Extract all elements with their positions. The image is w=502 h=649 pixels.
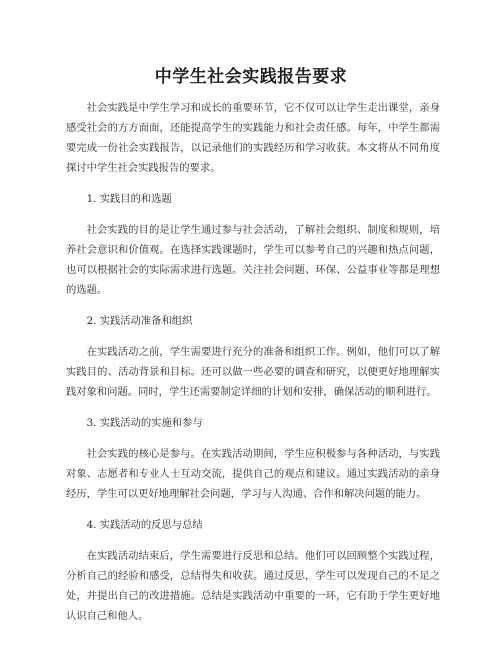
intro-paragraph: 社会实践是中学生学习和成长的重要环节，它不仅可以让学生走出课堂，亲身感受社会的方方面面，还能提高学生的实践能力和社会责任感。每年，中学生都需要完成一份社会实践报告，以记录他们的实践经历和学习收获。本文将从不同角度探讨中学生社会实践报告的要求。 bbox=[66, 102, 440, 174]
section-paragraph: 在实践活动结束后，学生需要进行反思和总结。他们可以回顾整个实践过程，分析自己的经验和感受，总结得失和收获。通过反思，学生可以发现自己的不足之处，并提出自己的改进措施。总结是实践活动中重要的一环，它有助于学生更好地认识自己和他人。 bbox=[66, 550, 440, 622]
section-heading: 2. 实践活动准备和组织 bbox=[86, 315, 193, 327]
section-paragraph: 社会实践的目的是让学生通过参与社会活动，了解社会组织、制度和规则，培养社会意识和价值观。在选择实践课题时，学生可以参考自己的兴趣和热点问题，也可以根据社会的实际需求进行选题。关注社会问题、环保、公益事业等都是理想的选题。 bbox=[66, 224, 440, 296]
section-paragraph: 社会实践的核心是参与。在实践活动期间，学生应积极参与各种活动，与实践对象、志愿者和专业人士互动交流，提供自己的观点和建议。通过实践活动的亲身经历，学生可以更好地理解社会问题，学习与人沟通、合作和解决问题的能力。 bbox=[66, 448, 440, 500]
document-title: 中学生社会实践报告要求 bbox=[154, 67, 348, 87]
document-body bbox=[66, 98, 440, 637]
section-heading: 4. 实践活动的反思与总结 bbox=[86, 519, 203, 531]
section-heading: 3. 实践活动的实施和参与 bbox=[86, 417, 203, 429]
section-heading: 1. 实践目的和选题 bbox=[86, 193, 172, 205]
section-paragraph: 在实践活动之前，学生需要进行充分的准备和组织工作。例如，他们可以了解实践目的、活动背景和目标。还可以做一些必要的调查和研究，以便更好地理解实践对象和问题。同时，学生还需要制定详细的计划和安排，确保活动的顺利进行。 bbox=[66, 346, 440, 398]
